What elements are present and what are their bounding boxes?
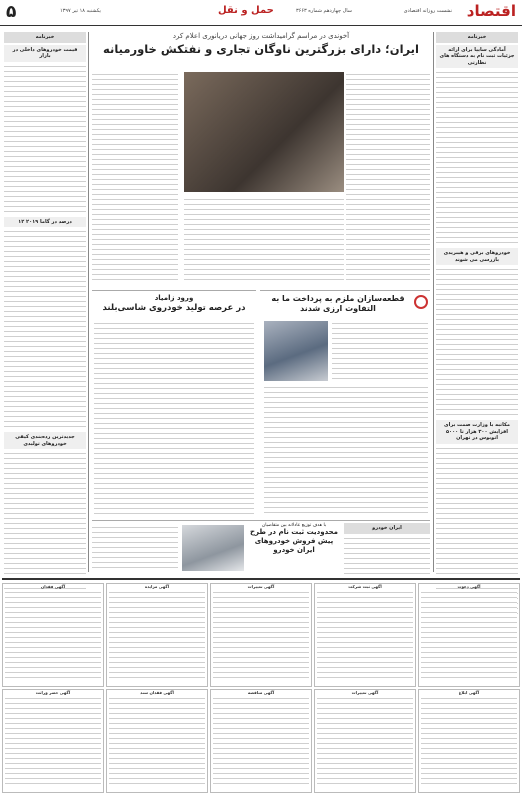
ad-cell bbox=[418, 689, 520, 793]
ad-text bbox=[421, 696, 517, 788]
ad-title: آگهی مناقصه bbox=[247, 690, 275, 695]
ad-title: آگهی تغییرات bbox=[247, 584, 275, 589]
ad-cell bbox=[2, 583, 104, 687]
ads-section bbox=[2, 578, 520, 794]
date-line: یکشنبه ۱۸ تیر ۱۳۹۷ bbox=[60, 8, 101, 14]
short-box bbox=[344, 523, 430, 571]
ad-text bbox=[317, 696, 413, 788]
left-story1-headline: قیمت خودروهای داخلی در بازار bbox=[4, 45, 86, 62]
ad-text bbox=[213, 590, 309, 682]
main-text-col1 bbox=[346, 72, 430, 280]
import-story bbox=[92, 290, 256, 515]
import-headline: در عرصه تولید خودروی شاسی‌بلند bbox=[102, 303, 246, 313]
tagline: نشست روزانه اقتصادی bbox=[403, 8, 452, 14]
column-divider bbox=[88, 32, 89, 572]
section-title: حمل و نقل bbox=[218, 5, 274, 16]
left-story2-text bbox=[4, 229, 86, 429]
ad-title: آگهی مزایده bbox=[144, 584, 170, 589]
ads-grid bbox=[2, 583, 520, 793]
ad-title: آگهی حصر وراثت bbox=[35, 690, 71, 695]
newspaper-logo: اقتصاد bbox=[466, 2, 516, 20]
ad-title: آگهی ابلاغ bbox=[458, 690, 480, 695]
short-box-text bbox=[344, 536, 430, 574]
ad-text bbox=[109, 590, 205, 682]
right-column-label: خبرنامه bbox=[436, 32, 518, 43]
ad-text bbox=[317, 590, 413, 682]
presale-kicker: با هدف توزیع عادلانه بین متقاضیان bbox=[261, 523, 327, 528]
currency-story bbox=[260, 290, 430, 515]
right-column bbox=[436, 32, 518, 572]
ad-title: آگهی تغییرات bbox=[351, 690, 379, 695]
ad-cell bbox=[2, 689, 104, 793]
left-column bbox=[4, 32, 86, 572]
left-story3-headline: جدیدترین رده‌بندی کیفی خودروهای تولیدی bbox=[4, 432, 86, 449]
right-story2-headline: خودروهای برقی و هیبریدی بازرسی می شوند bbox=[436, 248, 518, 265]
currency-text-bottom bbox=[264, 385, 428, 513]
red-circle-mark bbox=[414, 295, 428, 309]
official-photo bbox=[184, 72, 344, 192]
main-text-col3 bbox=[92, 72, 178, 280]
currency-headline: قطعه‌سازان ملزم به پرداخت ما به التفاوت ارزی شدند bbox=[271, 294, 405, 313]
ad-cell bbox=[210, 583, 312, 687]
presale-section bbox=[92, 520, 430, 572]
ad-cell bbox=[106, 689, 208, 793]
ad-title: آگهی ثبت شرکت bbox=[348, 584, 382, 589]
masthead bbox=[0, 0, 522, 26]
currency-text-top bbox=[332, 321, 428, 381]
main-kicker: آخوندی در مراسم گرامیداشت روز جهانی دریانوری اعلام کرد bbox=[172, 32, 350, 40]
ad-cell bbox=[314, 689, 416, 793]
main-story bbox=[92, 32, 430, 282]
ad-text bbox=[5, 590, 101, 682]
import-text bbox=[94, 321, 254, 514]
ad-text bbox=[109, 696, 205, 788]
import-kicker: ورود زامیاد bbox=[154, 294, 194, 302]
presale-text bbox=[92, 525, 178, 571]
ad-title: آگهی فقدان سند bbox=[140, 690, 174, 695]
ad-cell bbox=[210, 689, 312, 793]
right-story2-text bbox=[436, 267, 518, 417]
ad-cell bbox=[314, 583, 416, 687]
ad-text bbox=[213, 696, 309, 788]
right-story1-headline: آمادگی سایپا برای ارائه جزئیات ثبت نام به دستگاه های نظارتی bbox=[436, 45, 518, 69]
car-photo bbox=[182, 525, 244, 571]
right-story3-headline: مکاتبه با وزارت صمت برای افزایش ۳۰۰ هزار تا ۵۰۰۰ اتوبوس در تهران bbox=[436, 420, 518, 444]
left-story2-headline: ۱۲ درصد در گاما ۲۰۱۹ bbox=[4, 217, 86, 228]
ad-title: آگهی دعوت bbox=[457, 584, 481, 589]
ad-text bbox=[5, 696, 101, 788]
ad-title: آگهی فقدان bbox=[40, 584, 66, 589]
page-number: ۵ bbox=[6, 2, 17, 22]
main-headline: ایران؛ دارای بزرگترین ناوگان تجاری و نفتکش خاورمیانه bbox=[103, 42, 419, 56]
ad-text bbox=[421, 590, 517, 682]
presale-headline: محدودیت ثبت نام در طرح پیش فروش خودروهای ایران خودرو bbox=[249, 528, 339, 554]
left-column-label: خبرنامه bbox=[4, 32, 86, 43]
short-box-label: ایران خودرو bbox=[344, 523, 430, 534]
issue-line: سال چهاردهم شماره ۳۶۶۳ bbox=[295, 8, 352, 14]
left-story1-text bbox=[4, 64, 86, 214]
presale-headline-box bbox=[248, 523, 340, 571]
left-story3-text bbox=[4, 451, 86, 591]
main-text-col2 bbox=[184, 197, 344, 280]
right-story1-text bbox=[436, 70, 518, 245]
column-divider bbox=[433, 32, 434, 572]
ad-cell bbox=[418, 583, 520, 687]
ad-cell bbox=[106, 583, 208, 687]
speaker-photo bbox=[264, 321, 328, 381]
